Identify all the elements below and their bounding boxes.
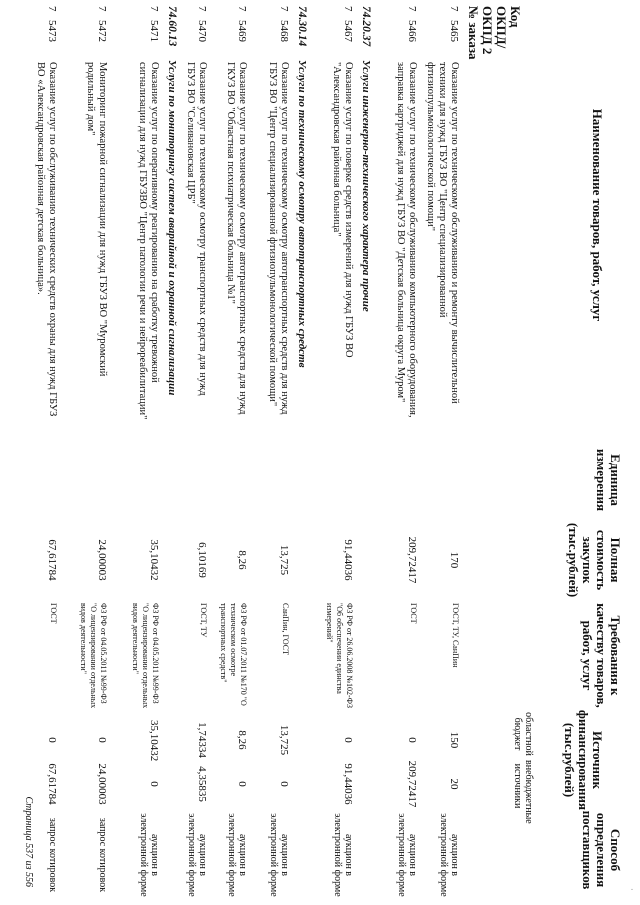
item-name: Мониторинг пожарной сигнализации для нужд ГБУЗ ВО "Муромский родильный дом" [85,62,108,377]
order-number: 5472 [96,20,108,42]
item-requirements: СанПин, ГОСТ [281,603,290,656]
order-number: 5468 [278,20,290,42]
section-row [290,0,308,905]
order-number: 5470 [196,20,208,42]
header-source-regional: областной бюджет [512,712,534,756]
table-row [250,0,290,905]
source-regional: 150 [448,731,460,749]
order-prefix: 7 [96,6,108,12]
item-cost: 13,725 [278,544,290,576]
header-unit: Единица измерения [594,448,623,512]
section-name: Услуги по техническому осмотру автотранспортных средств [296,60,308,368]
source-extra: 67,61784 [46,763,58,805]
section-code: 74.60.13 [166,6,178,47]
order-prefix: 7 [278,6,290,12]
source-extra: 4,35835 [196,766,208,802]
source-regional: 8,26 [236,730,248,750]
table-row [374,0,418,905]
header-code: Код ОКПД/ ОКПД 2 № заказа [466,6,523,60]
procurement-method: аукцион в электронной форме [396,813,418,897]
item-name: Оказание услуг по техническому осмотру автотранспортных средств для нужд ГКУЗ ВО "Областная психиатрическая больница №1" [225,62,248,415]
order-prefix: 7 [406,6,418,12]
order-number: 5471 [148,20,160,42]
procurement-method: аукцион в электронной форме [268,813,290,897]
item-cost: 6,10169 [196,542,208,578]
table-row [60,0,108,905]
item-cost: 209,72417 [406,536,418,584]
order-number: 5473 [46,20,58,42]
table-row [18,0,58,905]
table-row [108,0,160,905]
item-requirements: ФЗ РФ от 04.05.2011 №99-ФЗ "О лицензировании отдельных видов деятельности" [131,603,160,709]
item-name: Оказание услуг по техническому обслуживанию и ремонту вычислительной техники для нужд ГБУЗ ВО "Центр специализированной фтизиопульмонологической помощи" [425,62,460,404]
section-name: Услуги инженерно-технического характера прочие [360,60,372,312]
source-extra: 0 [236,781,248,787]
item-name: Оказание услуг по техническому осмотру автотранспортных средств для нужд ГБУЗ ВО "Центр специализированной фтизиопульмонологической помощи" [267,62,290,415]
section-name: Услуги по мониторингу систем аварийной и охранной сигнализации [166,60,178,396]
item-cost: 24,00003 [96,539,108,581]
item-requirements: ГОСТ [49,603,58,624]
header-cost: Полная стоимость закупок (тыс.рублей) [566,522,623,598]
source-extra: 20 [448,778,460,790]
section-row [160,0,178,905]
source-regional: 13,725 [278,724,290,756]
order-prefix: 7 [196,6,208,12]
item-name: Оказание услуг по техническому обслуживанию компьютерного оборудования, заправка картриджей для нужд ГБУЗ ВО "Детская больница округа Муром" [395,62,418,418]
header-requirements: Требования к качеству товаров, работ, услуг [580,603,623,708]
item-name: Оказание услуг по техническому осмотру транспортных средств для нужд ГБУЗ ВО "Селивановская ЦРБ" [185,62,208,396]
table-row [420,0,460,905]
source-regional: 0 [406,737,418,743]
item-name: Оказание услуг по обслуживанию технических средств охраны для нужд ГБУЗ ВО «Александровская районная детская больница». [35,62,58,417]
section-code: 74.30.14 [296,6,308,47]
procurement-method: аукцион в электронной форме [186,813,208,897]
source-regional: 0 [96,737,108,743]
order-prefix: 7 [448,6,460,12]
procurement-method: аукцион в электронной форме [332,813,354,897]
page-footer: Страница 537 из 556 [23,796,34,887]
procurement-method: аукцион в электронной форме [438,813,460,897]
table-header [466,0,640,905]
order-number: 5467 [342,20,354,42]
header-source-extra: внебюджетные источники [512,760,534,824]
source-extra: 24,00003 [96,763,108,805]
source-regional: 35,10432 [148,720,160,762]
header-name: Наименование товаров, работ, услуг [590,108,605,322]
header-source-title: Источник финансирования (тыс.рублей) [562,709,605,811]
order-prefix: 7 [46,6,58,12]
order-number: 5465 [448,20,460,42]
item-cost: 91,44036 [342,539,354,581]
section-code: 74.20.37 [360,6,372,47]
order-prefix: 7 [148,6,160,12]
item-name: Оказание услуг по оперативному реагированию на сработку тревожной сигнализации для нужд ГБУЗВО "Центр патологии речи и нейрореабилитации" [137,62,160,420]
order-number: 5466 [406,20,418,42]
order-prefix: 7 [342,6,354,12]
order-prefix: 7 [236,6,248,12]
item-cost: 170 [448,551,460,569]
procurement-method: аукцион в электронной форме [138,813,160,897]
scan-speck: · [627,888,636,891]
item-requirements: ГОСТ [409,603,418,624]
source-extra: 0 [278,781,290,787]
item-cost: 67,61784 [46,539,58,581]
item-requirements: ФЗ РФ от 01.07.2011 №170 "О техническом осмотре транспортных средств" [219,603,248,706]
item-requirements: ГОСТ, ТУ, СанПин [451,603,460,668]
source-regional: 0 [342,737,354,743]
source-extra: 91,44036 [342,763,354,805]
procurement-method: запрос котировок [97,817,108,893]
source-regional: 0 [46,737,58,743]
table-row [208,0,248,905]
table-row [178,0,208,905]
table-row [308,0,354,905]
header-method: Способ определения поставщиков [580,810,623,890]
source-regional: 1,74334 [196,722,208,758]
section-row [354,0,372,905]
source-extra: 0 [148,781,160,787]
item-requirements: ФЗ РФ от 04.05.2011 №99-ФЗ "О лицензировании отдельных видов деятельности" [79,603,108,709]
procurement-method: аукцион в электронной форме [226,813,248,897]
source-extra: 209,72417 [406,760,418,808]
item-requirements: ФЗ РФ от 26.06.2008 №102-ФЗ "Об обеспечении единства измерений" [325,603,354,708]
item-cost: 35,10432 [148,539,160,581]
item-name: Оказание услуг по поверке средств измерений для нужд ГБУЗ ВО "Александровская районная больница" [331,62,354,358]
item-cost: 8,26 [236,550,248,570]
order-number: 5469 [236,20,248,42]
item-requirements: ГОСТ, ТУ [199,603,208,638]
procurement-method: запрос котировок [47,817,58,893]
